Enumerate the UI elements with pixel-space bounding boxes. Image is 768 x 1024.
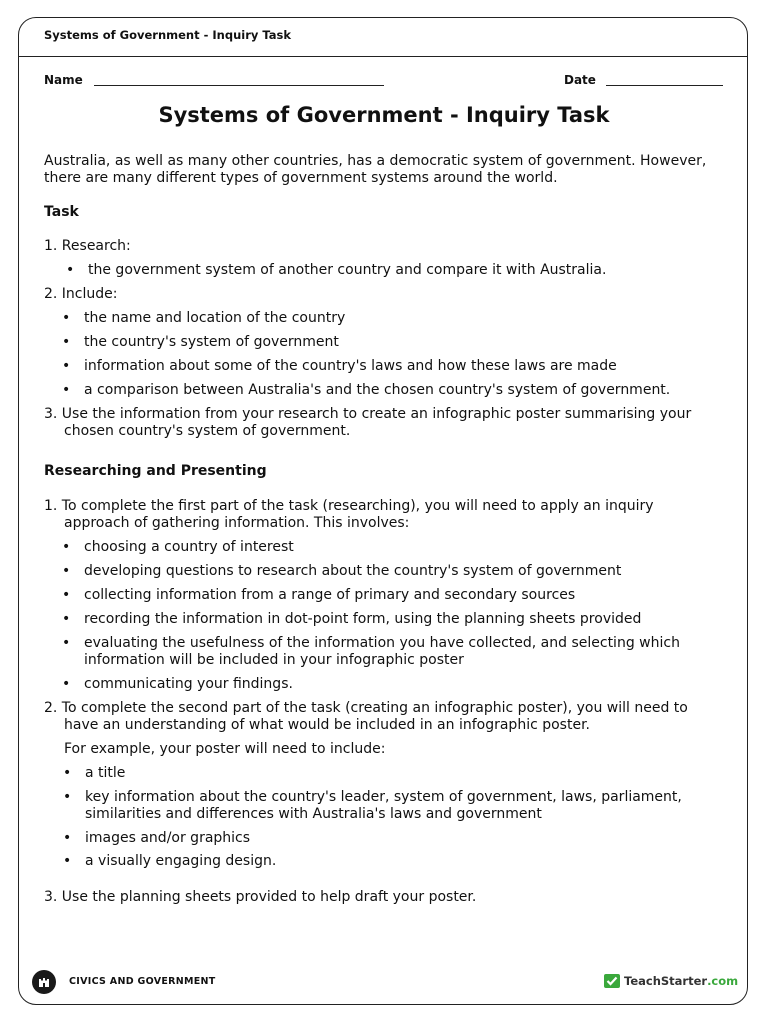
list-item: choosing a country of interest [84, 539, 294, 555]
list-item: communicating your findings. [84, 676, 293, 692]
task-item-3-cont: chosen country's system of government. [64, 423, 351, 439]
bullet-icon: • [62, 539, 71, 555]
bullet-icon: • [62, 676, 71, 692]
bullet-icon: • [63, 830, 72, 846]
list-item: the government system of another country and compare it with Australia. [88, 262, 607, 278]
bullet-icon: • [62, 382, 71, 398]
bullet-icon: • [62, 334, 71, 350]
list-item: evaluating the usefulness of the information you have collected, and selecting which [84, 635, 680, 651]
list-item-cont: information will be included in your infographic poster [84, 652, 464, 668]
task-item-3: 3. Use the information from your research to create an infographic poster summarising your [44, 406, 692, 422]
list-item: recording the information in dot-point form, using the planning sheets provided [84, 611, 642, 627]
intro-line: there are many different types of government systems around the world. [44, 170, 558, 186]
check-icon [604, 974, 620, 988]
date-label: Date [564, 73, 596, 87]
date-field-line[interactable] [606, 85, 723, 86]
brand-name: TeachStarter.com [624, 974, 739, 988]
list-item: collecting information from a range of primary and secondary sources [84, 587, 576, 603]
example-text: For example, your poster will need to include: [64, 741, 386, 757]
list-item: the country's system of government [84, 334, 339, 350]
list-item-cont: similarities and differences with Australia's laws and government [85, 806, 542, 822]
research-item-2-cont: have an understanding of what would be included in an infographic poster. [64, 717, 590, 733]
research-item-3: 3. Use the planning sheets provided to help draft your poster. [44, 889, 477, 905]
bullet-icon: • [63, 789, 72, 805]
bullet-icon: • [62, 635, 71, 651]
bullet-icon: • [62, 611, 71, 627]
name-label: Name [44, 73, 83, 87]
header-title: Systems of Government - Inquiry Task [44, 28, 292, 42]
research-heading: Researching and Presenting [44, 463, 267, 479]
research-item-1: 1. To complete the first part of the task (researching), you will need to apply an inquiry [44, 498, 654, 514]
bullet-icon: • [62, 587, 71, 603]
castle-icon [32, 970, 56, 994]
list-item: key information about the country's leader, system of government, laws, parliament, [85, 789, 682, 805]
bullet-icon: • [66, 262, 75, 278]
task-item-2: 2. Include: [44, 286, 118, 302]
list-item: the name and location of the country [84, 310, 346, 326]
list-item: a comparison between Australia's and the chosen country's system of government. [84, 382, 671, 398]
task-heading: Task [44, 204, 79, 220]
list-item: images and/or graphics [85, 830, 251, 846]
list-item: developing questions to research about the country's system of government [84, 563, 622, 579]
list-item: a visually engaging design. [85, 853, 277, 869]
list-item: a title [85, 765, 126, 781]
subject-label: CIVICS AND GOVERNMENT [69, 976, 216, 987]
bullet-icon: • [62, 310, 71, 326]
page-title: Systems of Government - Inquiry Task [158, 103, 610, 127]
research-item-1-cont: approach of gathering information. This involves: [64, 515, 410, 531]
bullet-icon: • [63, 853, 72, 869]
bullet-icon: • [62, 563, 71, 579]
intro-line: Australia, as well as many other countries, has a democratic system of government. However, [44, 153, 707, 169]
bullet-icon: • [62, 358, 71, 374]
list-item: information about some of the country's laws and how these laws are made [84, 358, 617, 374]
bullet-icon: • [63, 765, 72, 781]
task-item-1: 1. Research: [44, 238, 131, 254]
name-field-line[interactable] [94, 85, 384, 86]
research-item-2: 2. To complete the second part of the task (creating an infographic poster), you will need to [44, 700, 688, 716]
